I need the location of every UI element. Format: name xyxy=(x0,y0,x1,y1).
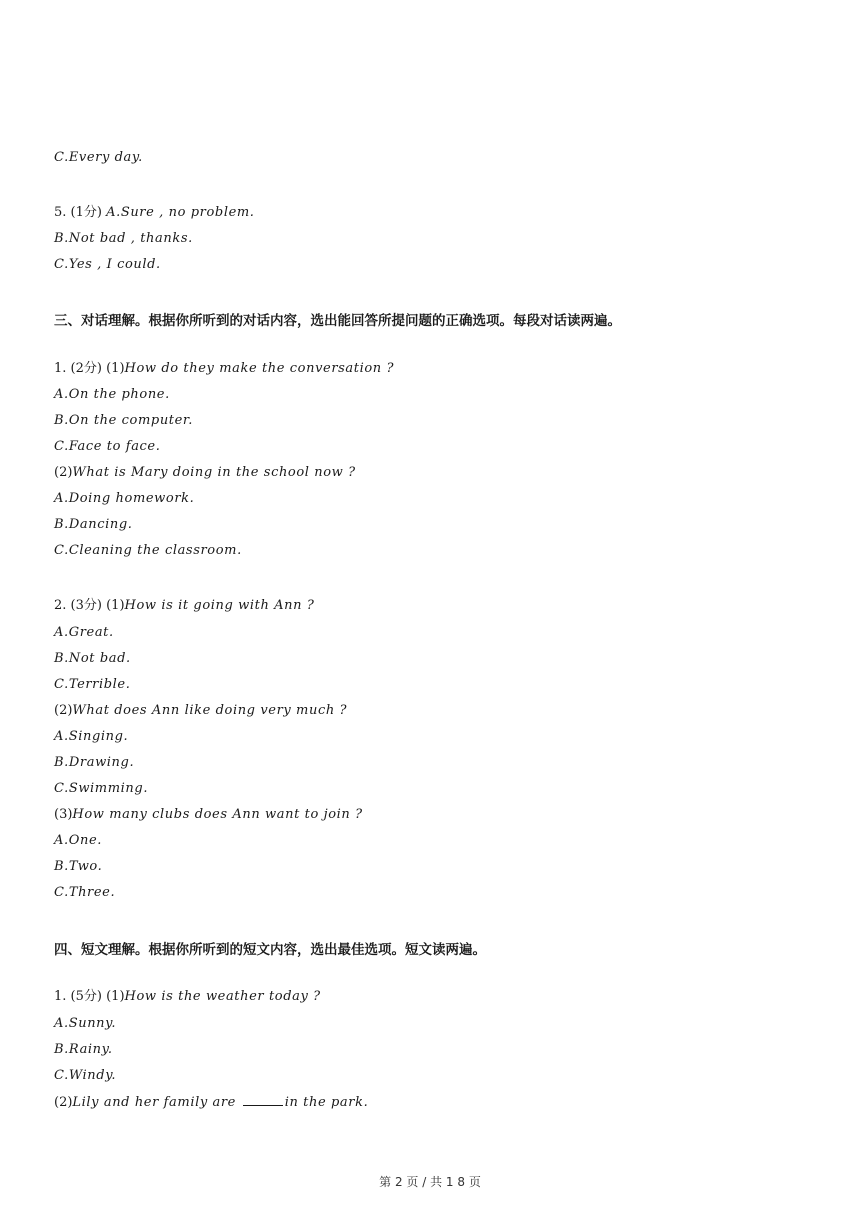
section-4-heading: 四、短文理解。根据你所听到的短文内容，选出最佳选项。短文读两遍。 xyxy=(54,942,486,958)
question-number: 5. xyxy=(54,205,67,220)
option-c: C.Terrible. xyxy=(54,677,131,692)
s4-q1-sub2-line xyxy=(54,1094,368,1111)
option-b: B.Not bad. xyxy=(54,651,131,666)
option-a: A.Great. xyxy=(54,625,114,640)
option-a: A.Doing homework. xyxy=(54,491,195,506)
sub-question-text-before: Lily and her family are xyxy=(72,1095,241,1110)
option-a: A.Singing. xyxy=(54,729,129,744)
question-score: (1分) xyxy=(70,205,102,220)
question-number: 2. xyxy=(54,598,67,613)
question-number: 1. xyxy=(54,989,67,1004)
option-b: B.Two. xyxy=(54,859,103,874)
s3-q2-line xyxy=(54,598,314,614)
question-score: (5分) xyxy=(70,989,102,1004)
sub-question-text: How do they make the conversation ? xyxy=(124,361,395,376)
sub-question-text: What is Mary doing in the school now ? xyxy=(72,465,356,480)
question-score: (2分) xyxy=(70,361,102,376)
option-c: C.Three. xyxy=(54,885,116,900)
answer-blank xyxy=(243,1094,283,1106)
sub-question-label: (2) xyxy=(54,1095,73,1110)
q4-option-c: C.Every day. xyxy=(54,150,143,165)
s3-q1-line xyxy=(54,361,394,377)
option-a: A.Sunny. xyxy=(54,1016,117,1031)
sub-question-text: How many clubs does Ann want to join ? xyxy=(72,807,363,822)
s3-q2-sub3-line xyxy=(54,807,363,823)
sub-question-label: (2) xyxy=(54,703,73,718)
option-a: A.On the phone. xyxy=(54,387,170,402)
sub-question-label: (2) xyxy=(54,465,73,480)
s3-q1-sub2-line xyxy=(54,465,356,481)
sub-question-text: What does Ann like doing very much ? xyxy=(72,703,348,718)
option-a: A.One. xyxy=(54,833,102,848)
s3-q2-sub2-line xyxy=(54,703,347,719)
section-3-heading: 三、对话理解。根据你所听到的对话内容，选出能回答所提问题的正确选项。每段对话读两遍。 xyxy=(54,313,621,329)
option-b: B.Drawing. xyxy=(54,755,135,770)
q5-option-a: A.Sure , no problem. xyxy=(106,205,255,220)
option-c: C.Face to face. xyxy=(54,439,161,454)
sub-question-label: (3) xyxy=(54,807,73,822)
sub-question-label: (1) xyxy=(106,598,125,613)
option-c: C.Cleaning the classroom. xyxy=(54,543,242,558)
sub-question-label: (1) xyxy=(106,361,125,376)
option-b: B.Rainy. xyxy=(54,1042,113,1057)
sub-question-label: (1) xyxy=(106,989,125,1004)
option-b: B.Dancing. xyxy=(54,517,133,532)
s4-q1-line xyxy=(54,989,321,1005)
sub-question-text: How is the weather today ? xyxy=(124,989,321,1004)
sub-question-text: How is it going with Ann ? xyxy=(124,598,315,613)
question-score: (3分) xyxy=(70,598,102,613)
page-footer: 第 2 页 / 共 1 8 页 xyxy=(379,1175,481,1189)
sub-question-text-after: in the park. xyxy=(284,1095,369,1110)
option-b: B.On the computer. xyxy=(54,413,194,428)
option-c: C.Windy. xyxy=(54,1068,117,1083)
q5-line xyxy=(54,205,255,221)
question-number: 1. xyxy=(54,361,67,376)
option-c: C.Swimming. xyxy=(54,781,149,796)
q5-option-c: C.Yes , I could. xyxy=(54,257,161,272)
q5-option-b: B.Not bad , thanks. xyxy=(54,231,193,246)
